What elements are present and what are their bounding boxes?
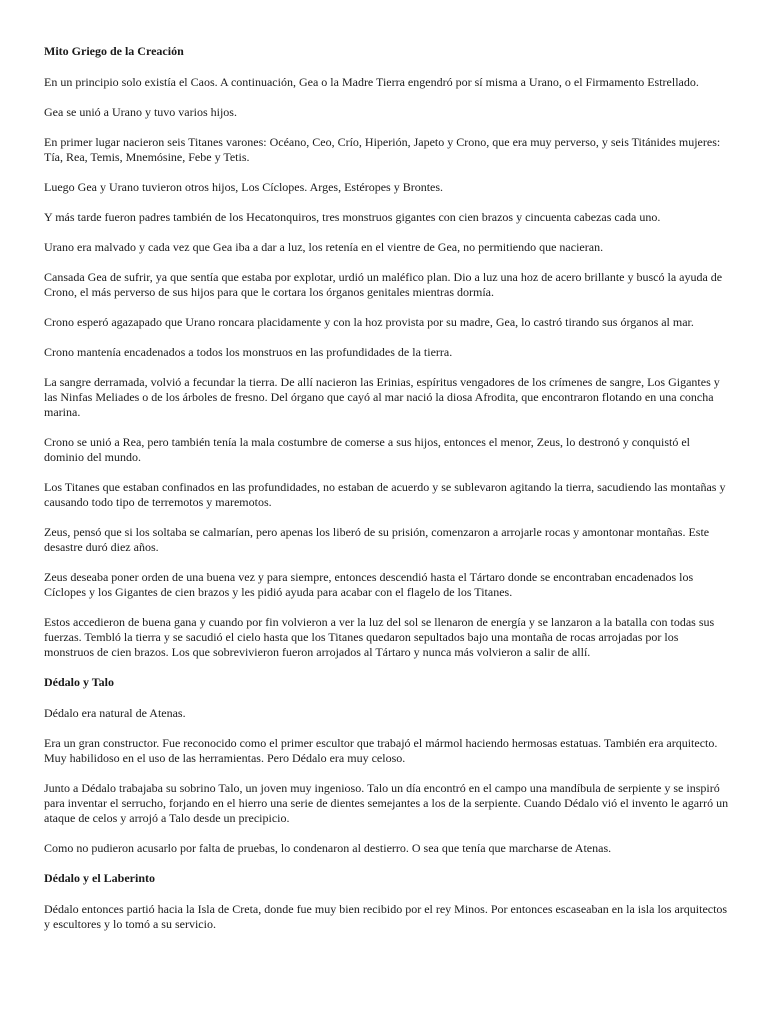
paragraph: Los Titanes que estaban confinados en las profundidades, no estaban de acuerdo y se sublevaron agitando la tierra, sacudiendo las montañas y causando todo tipo de terremotos y maremotos. [44,480,726,509]
heading-dedalo-y-talo: Dédalo y Talo [44,675,115,689]
paragraph: Cansada Gea de sufrir, ya que sentía que estaba por explotar, urdió un maléfico plan. Dio a luz una hoz de acero brillante y buscó la ayuda de Crono, el más perverso de sus hijos para que le cortara los órganos genitales mientras dormía. [44,270,723,299]
paragraph: Junto a Dédalo trabajaba su sobrino Talo, un joven muy ingenioso. Talo un día encontró en el campo una mandíbula de serpiente y se inspiró para inventar el serrucho, forjando en el hierro una serie de dientes semejantes a los de la serpiente. Cuando Dédalo vió el invento le agarró un ataque de celos y arrojó a Talo desde un precipicio. [44,781,729,825]
paragraph: Como no pudieron acusarlo por falta de pruebas, lo condenaron al destierro. O sea que tenía que marcharse de Atenas. [44,841,612,855]
paragraph: Dédalo era natural de Atenas. [44,706,186,720]
paragraph: Y más tarde fueron padres también de los Hecatonquiros, tres monstruos gigantes con cien brazos y cincuenta cabezas cada uno. [44,210,661,224]
paragraph: Dédalo entonces partió hacia la Isla de Creta, donde fue muy bien recibido por el rey Minos. Por entonces escaseaban en la isla los arquitectos y escultores y lo tomó a su servicio. [44,902,728,931]
paragraph: Crono mantenía encadenados a todos los monstruos en las profundidades de la tierra. [44,345,453,359]
paragraph: Luego Gea y Urano tuvieron otros hijos, Los Cíclopes. Arges, Estéropes y Brontes. [44,180,444,194]
paragraph: Era un gran constructor. Fue reconocido como el primer escultor que trabajó el mármol haciendo hermosas estatuas. También era arquitecto. Muy habilidoso en el uso de las herramientas. Pero Dédalo era muy celoso. [44,736,718,765]
paragraph: En un principio solo existía el Caos. A continuación, Gea o la Madre Tierra engendró por sí misma a Urano, o el Firmamento Estrellado. [44,75,699,89]
paragraph: Zeus, pensó que si los soltaba se calmarían, pero apenas los liberó de su prisión, comenzaron a arrojarle rocas y amontonar montañas. Este desastre duró diez años. [44,525,710,554]
paragraph: Urano era malvado y cada vez que Gea iba a dar a luz, los retenía en el vientre de Gea, no permitiendo que nacieran. [44,240,604,254]
paragraph: Zeus deseaba poner orden de una buena vez y para siempre, entonces descendió hasta el Tártaro donde se encontraban encadenados los Cíclopes y los Gigantes de cien brazos y les pidió ayuda para acabar con el flagelo de los Titanes. [44,570,694,599]
heading-dedalo-y-el-laberinto: Dédalo y el Laberinto [44,871,155,885]
title-mito-griego: Mito Griego de la Creación [44,44,184,58]
paragraph: En primer lugar nacieron seis Titanes varones: Océano, Ceo, Crío, Hiperión, Japeto y Crono, que era muy perverso, y seis Titánides mujeres: Tía, Rea, Temis, Mnemósine, Febe y Tetis. [44,135,721,164]
paragraph: Gea se unió a Urano y tuvo varios hijos. [44,105,237,119]
paragraph: Crono esperó agazapado que Urano roncara placidamente y con la hoz provista por su madre, Gea, lo castró tirando sus órganos al mar. [44,315,694,329]
paragraph: La sangre derramada, volvió a fecundar la tierra. De allí nacieron las Erinias, espíritus vengadores de los crímenes de sangre, Los Gigantes y las Ninfas Meliades o de los árboles de fresno. Del órgano que cayó al mar nació la diosa Afrodita, que encontraron flotando en una concha marina. [44,375,720,419]
paragraph: Estos accedieron de buena gana y cuando por fin volvieron a ver la luz del sol se llenaron de energía y se lanzaron a la batalla con todas sus fuerzas. Tembló la tierra y se sacudió el cielo hasta que los Titanes quedaron sepultados bajo una montaña de rocas arrojadas por los monstruos de cien brazos. Los que sobrevivieron fueron arrojados al Tártaro y nunca más volvieron a salir de allí. [44,615,715,659]
paragraph: Crono se unió a Rea, pero también tenía la mala costumbre de comerse a sus hijos, entonces el menor, Zeus, lo destronó y conquistó el dominio del mundo. [44,435,691,464]
